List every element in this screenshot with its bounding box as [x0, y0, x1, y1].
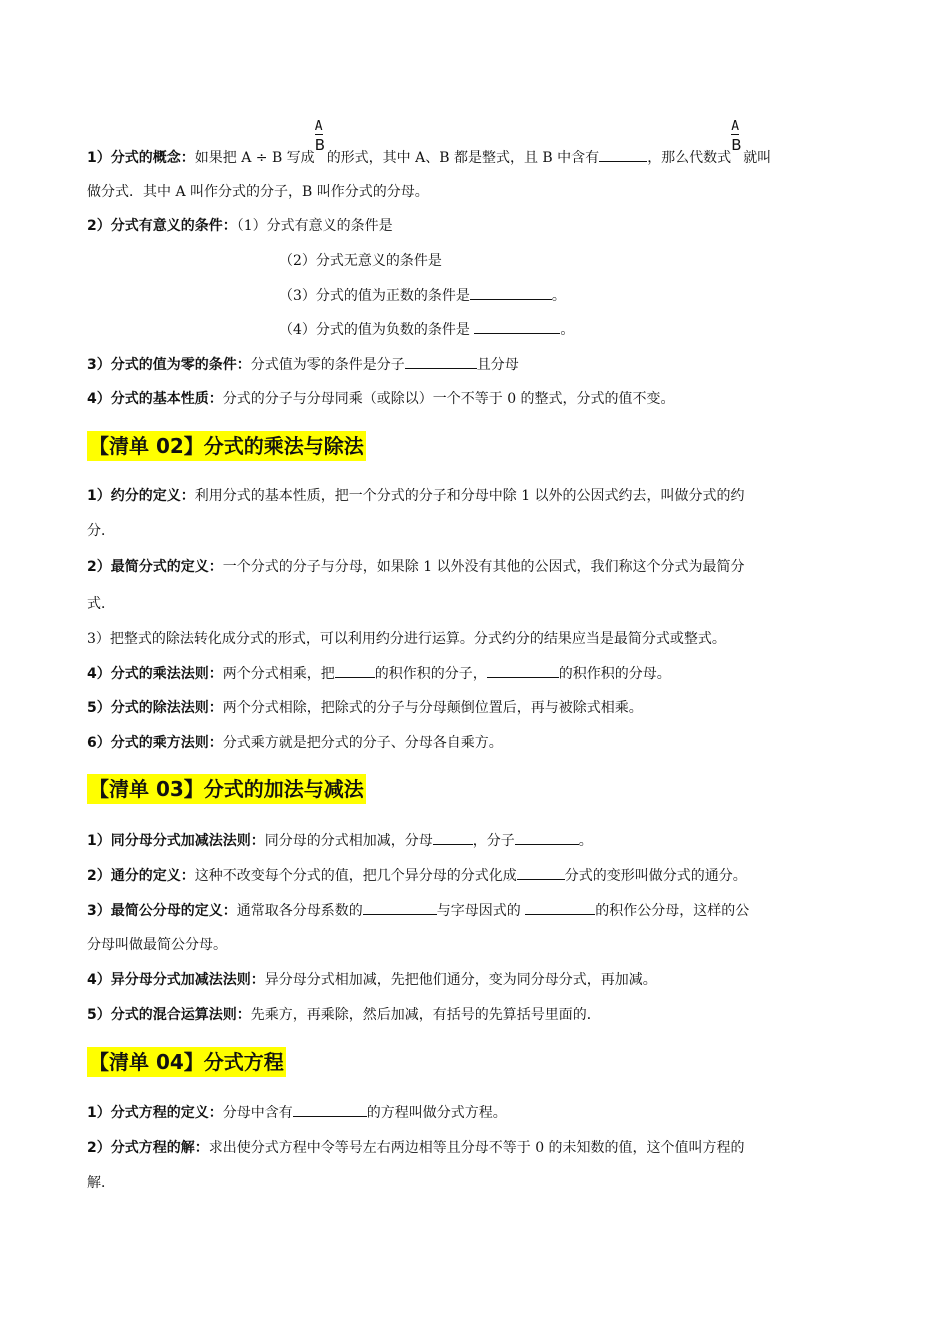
- meaningless-line: （2）分式无意义的条件是: [279, 253, 442, 269]
- negative-line: （4）分式的值为负数的条件是 。: [279, 319, 574, 340]
- reduce-line: 1）约分的定义：利用分式的基本性质，把一个分式的分子和分母中除 1 以外的公因式约去，叫做分式的约: [87, 488, 745, 504]
- zero-line: 3）分式的值为零的条件：分式值为零的条件是分子 且分母: [87, 354, 519, 375]
- equation-solution-line: 2）分式方程的解：求出使分式方程中令等号左右两边相等且分母不等于 0 的未知数的值，这个值叫方程的: [87, 1140, 745, 1156]
- reduce-line-2: 分．: [87, 523, 115, 539]
- mixed-operation-line: 5）分式的混合运算法则：先乘方，再乘除，然后加减，有括号的先算括号里面的．: [87, 1007, 601, 1023]
- blank[interactable]: [515, 830, 579, 845]
- section-heading-04: 【清单 04】分式方程: [87, 1047, 286, 1077]
- power-line: 6）分式的乘方法则：分式乘方就是把分式的分子、分母各自乘方。: [87, 735, 503, 751]
- equation-solution-line-2: 解．: [87, 1175, 115, 1191]
- divide-line: 5）分式的除法法则：两个分式相除，把除式的分子与分母颠倒位置后，再与被除式相乘。: [87, 700, 643, 716]
- concept-line: 1）分式的概念：如果把 A ÷ B 写成 $\frac{A}{B}$ 的形式，其中 A、B 都是整式，且 B 中含有 ，那么代数式 $\frac{A}{B}$ 就叫: [87, 119, 772, 166]
- meaningful-line: 2）分式有意义的条件：（1）分式有意义的条件是: [87, 218, 393, 234]
- blank[interactable]: [517, 865, 565, 880]
- simplest-line-2: 式．: [87, 596, 115, 612]
- section-heading-03: 【清单 03】分式的加法与减法: [87, 774, 366, 804]
- fraction-a-over-b-2: $\frac{A}{B}$: [731, 119, 742, 154]
- positive-line: （3）分式的值为正数的条件是 。: [279, 285, 566, 306]
- concept-label: 1）分式的概念：: [87, 150, 195, 166]
- equation-definition-line: 1）分式方程的定义：分母中含有 的方程叫做分式方程。: [87, 1102, 507, 1123]
- blank[interactable]: [335, 663, 375, 678]
- lcd-line: 3）最简公分母的定义：通常取各分母系数的 与字母因式的 的积作公分母，这样的公: [87, 900, 749, 921]
- blank[interactable]: [599, 147, 647, 162]
- fraction-a-over-b: $\frac{A}{B}$: [314, 119, 325, 154]
- blank[interactable]: [363, 900, 437, 915]
- blank[interactable]: [487, 663, 559, 678]
- common-denominator-line: 2）通分的定义：这种不改变每个分式的值，把几个异分母的分式化成 分式的变形叫做分式的通分。: [87, 865, 747, 886]
- same-denominator-line: 1）同分母分式加减法法则：同分母的分式相加减，分母 ，分子 。: [87, 830, 593, 851]
- blank[interactable]: [293, 1102, 367, 1117]
- blank[interactable]: [433, 830, 473, 845]
- blank[interactable]: [525, 900, 595, 915]
- simplest-line: 2）最简分式的定义：一个分式的分子与分母，如果除 1 以外没有其他的公因式，我们称这个分式为最简分: [87, 559, 745, 575]
- concept-line-2: 做分式．其中 A 叫作分式的分子，B 叫作分式的分母。: [87, 184, 429, 200]
- blank[interactable]: [474, 319, 560, 334]
- multiply-line: 4）分式的乘法法则：两个分式相乘，把 的积作积的分子， 的积作积的分母。: [87, 663, 671, 684]
- division-line: 3）把整式的除法转化成分式的形式，可以利用约分进行运算。分式约分的结果应当是最简分式或整式。: [87, 631, 726, 647]
- different-denominator-line: 4）异分母分式加减法法则：异分母分式相加减，先把他们通分，变为同分母分式，再加减。: [87, 972, 657, 988]
- lcd-line-2: 分母叫做最简公分母。: [87, 937, 227, 953]
- blank[interactable]: [470, 285, 552, 300]
- section-heading-02: 【清单 02】分式的乘法与除法: [87, 431, 366, 461]
- blank[interactable]: [405, 354, 477, 369]
- property-line: 4）分式的基本性质：分式的分子与分母同乘（或除以）一个不等于 0 的整式，分式的值不变。: [87, 391, 675, 407]
